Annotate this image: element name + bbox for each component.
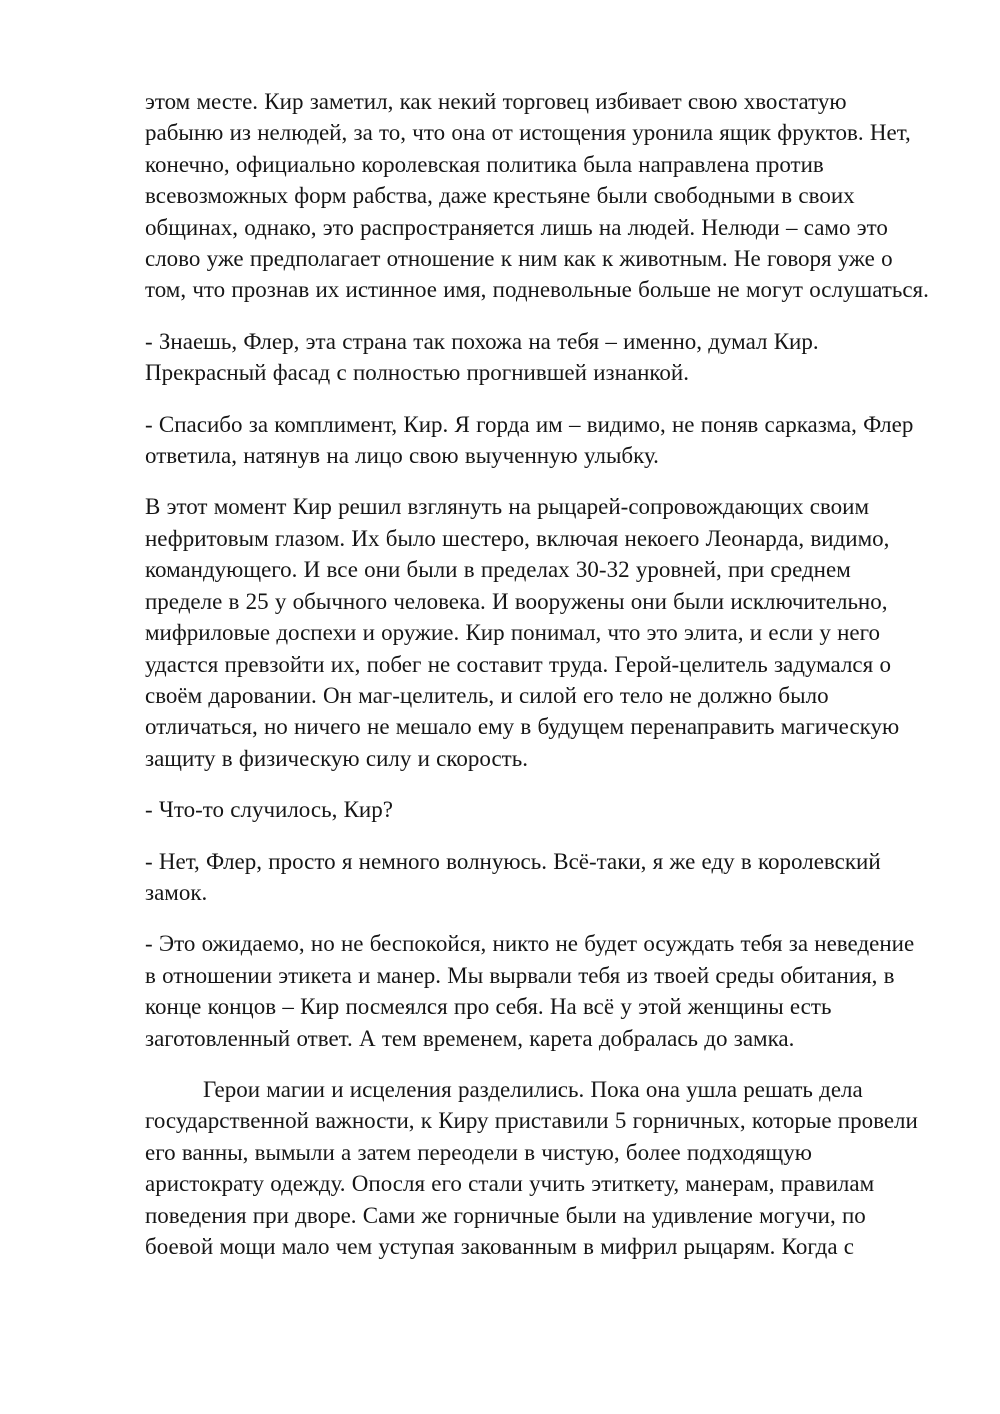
text-block	[145, 86, 931, 1282]
paragraph: - Нет, Флер, просто я немного волнуюсь. Всё-таки, я же еду в королевский замок.	[145, 848, 881, 905]
paragraph: - Что-то случилось, Кир?	[145, 797, 393, 823]
paragraph: этом месте. Кир заметил, как некий торговец избивает свою хвостатую рабыню из нелюдей, за то, что она от истощения уронила ящик фруктов. Нет, конечно, официально королевская политика была направлена против всевозможных форм рабства, даже крестьяне были свободными в своих общинах, однако, это распространяется лишь на людей. Нелюди – само это слово уже предполагает отношение к ним как к животным. Не говоря уже о том, что прознав их истинное имя, подневольные больше не могут ослушаться.	[145, 89, 929, 303]
paragraph: В этот момент Кир решил взглянуть на рыцарей-сопровождающих своим нефритовым глазом. Их было шестеро, включая некоего Леонарда, видимо, командующего. И все они были в пределах 30-32 уровней, при среднем пределе в 25 у обычного человека. И вооружены они были исключительно, мифриловые доспехи и оружие. Кир понимал, что это элита, и если у него удастся превзойти их, побег не составит труда. Герой-целитель задумался о своём даровании. Он маг-целитель, и силой его тело не должно было отличаться, но ничего не мешало ему в будущем перенаправить магическую защиту в физическую силу и скорость.	[145, 494, 900, 771]
paragraph: - Знаешь, Флер, эта страна так похожа на тебя – именно, думал Кир. Прекрасный фасад с полностью прогнившей изнанкой.	[145, 328, 819, 386]
paragraph: - Это ожидаемо, но не беспокойся, никто не будет осуждать тебя за неведение в отношении этикета и манер. Мы вырвали тебя из твоей среды обитания, в конце концов – Кир посмеялся про себя. На всё у этой женщины есть заготовленный ответ. А тем временем, карета добралась до замка.	[145, 931, 915, 1051]
paragraph: - Спасибо за комплимент, Кир. Я горда им – видимо, не поняв сарказма, Флер ответила, натянув на лицо свою выученную улыбку.	[145, 411, 914, 469]
paragraph: Герои магии и исцеления разделились. Пока она ушла решать дела государственной важности, к Киру приставили 5 горничных, которые провели его ванны, вымыли а затем переодели в чистую, более подходящую аристократу одежду. Опосля его стали учить этиткету, манерам, правилам поведения при дворе. Сами же горничные были на удивление могучи, по боевой мощи мало чем уступая закованным в мифрил рыцарям. Когда с	[145, 1076, 918, 1259]
